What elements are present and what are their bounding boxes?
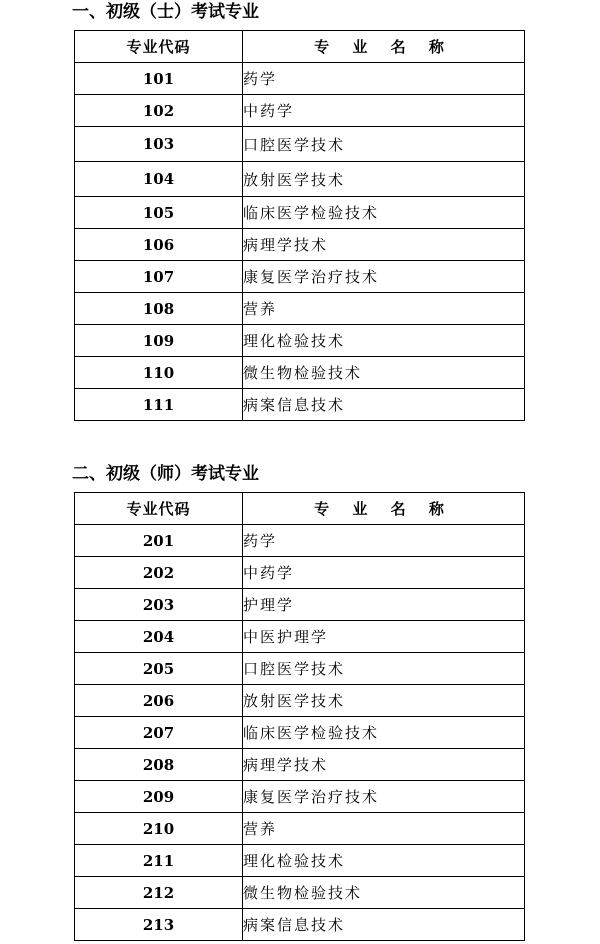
name-cell: 营养 <box>243 293 525 325</box>
code-cell: 102 <box>75 95 243 127</box>
code-cell: 213 <box>75 909 243 941</box>
name-cell: 微生物检验技术 <box>243 877 525 909</box>
table-row <box>75 749 525 781</box>
code-cell: 203 <box>75 589 243 621</box>
code-cell: 209 <box>75 781 243 813</box>
exam-table-shi <box>74 30 525 421</box>
name-cell: 中药学 <box>243 557 525 589</box>
name-cell: 口腔医学技术 <box>243 653 525 685</box>
header-name: 专 业 名 称 <box>243 31 525 63</box>
name-cell: 病案信息技术 <box>243 909 525 941</box>
name-cell: 病理学技术 <box>243 749 525 781</box>
code-cell: 212 <box>75 877 243 909</box>
code-cell: 105 <box>75 197 243 229</box>
code-cell: 110 <box>75 357 243 389</box>
name-cell: 口腔医学技术 <box>243 127 525 162</box>
code-cell: 204 <box>75 621 243 653</box>
name-cell: 中药学 <box>243 95 525 127</box>
name-cell: 病理学技术 <box>243 229 525 261</box>
code-cell: 104 <box>75 162 243 197</box>
name-cell: 理化检验技术 <box>243 845 525 877</box>
table-row <box>75 261 525 293</box>
table-row <box>75 127 525 162</box>
code-cell: 101 <box>75 63 243 95</box>
table-row <box>75 557 525 589</box>
table-row <box>75 621 525 653</box>
table-row <box>75 845 525 877</box>
name-cell: 临床医学检验技术 <box>243 717 525 749</box>
table-row <box>75 909 525 941</box>
name-cell: 康复医学治疗技术 <box>243 781 525 813</box>
name-cell: 放射医学技术 <box>243 162 525 197</box>
code-cell: 111 <box>75 389 243 421</box>
table-row <box>75 589 525 621</box>
code-cell: 205 <box>75 653 243 685</box>
table-header-row <box>75 493 525 525</box>
name-cell: 护理学 <box>243 589 525 621</box>
section-title-shi: 一、初级（士）考试专业 <box>72 2 259 22</box>
name-cell: 康复医学治疗技术 <box>243 261 525 293</box>
name-cell: 理化检验技术 <box>243 325 525 357</box>
section-title-shi-teacher: 二、初级（师）考试专业 <box>72 464 259 484</box>
header-code: 专业代码 <box>75 493 243 525</box>
name-cell: 临床医学检验技术 <box>243 197 525 229</box>
code-cell: 106 <box>75 229 243 261</box>
code-cell: 107 <box>75 261 243 293</box>
name-cell: 药学 <box>243 63 525 95</box>
table-row <box>75 95 525 127</box>
table-row <box>75 325 525 357</box>
name-cell: 中医护理学 <box>243 621 525 653</box>
header-name: 专 业 名 称 <box>243 493 525 525</box>
table-row <box>75 717 525 749</box>
code-cell: 206 <box>75 685 243 717</box>
code-cell: 210 <box>75 813 243 845</box>
table-header-row <box>75 31 525 63</box>
code-cell: 103 <box>75 127 243 162</box>
table-row <box>75 293 525 325</box>
name-cell: 病案信息技术 <box>243 389 525 421</box>
code-cell: 201 <box>75 525 243 557</box>
table-row <box>75 162 525 197</box>
table-row <box>75 357 525 389</box>
table-row <box>75 63 525 95</box>
code-cell: 207 <box>75 717 243 749</box>
table-row <box>75 229 525 261</box>
table-row <box>75 197 525 229</box>
table-row <box>75 653 525 685</box>
table-row <box>75 685 525 717</box>
table-row <box>75 781 525 813</box>
table-row <box>75 813 525 845</box>
table-row <box>75 877 525 909</box>
exam-table-shi-teacher <box>74 492 525 941</box>
table-row <box>75 525 525 557</box>
name-cell: 营养 <box>243 813 525 845</box>
code-cell: 202 <box>75 557 243 589</box>
name-cell: 药学 <box>243 525 525 557</box>
code-cell: 108 <box>75 293 243 325</box>
header-code: 专业代码 <box>75 31 243 63</box>
code-cell: 211 <box>75 845 243 877</box>
name-cell: 放射医学技术 <box>243 685 525 717</box>
code-cell: 208 <box>75 749 243 781</box>
code-cell: 109 <box>75 325 243 357</box>
name-cell: 微生物检验技术 <box>243 357 525 389</box>
table-row <box>75 389 525 421</box>
